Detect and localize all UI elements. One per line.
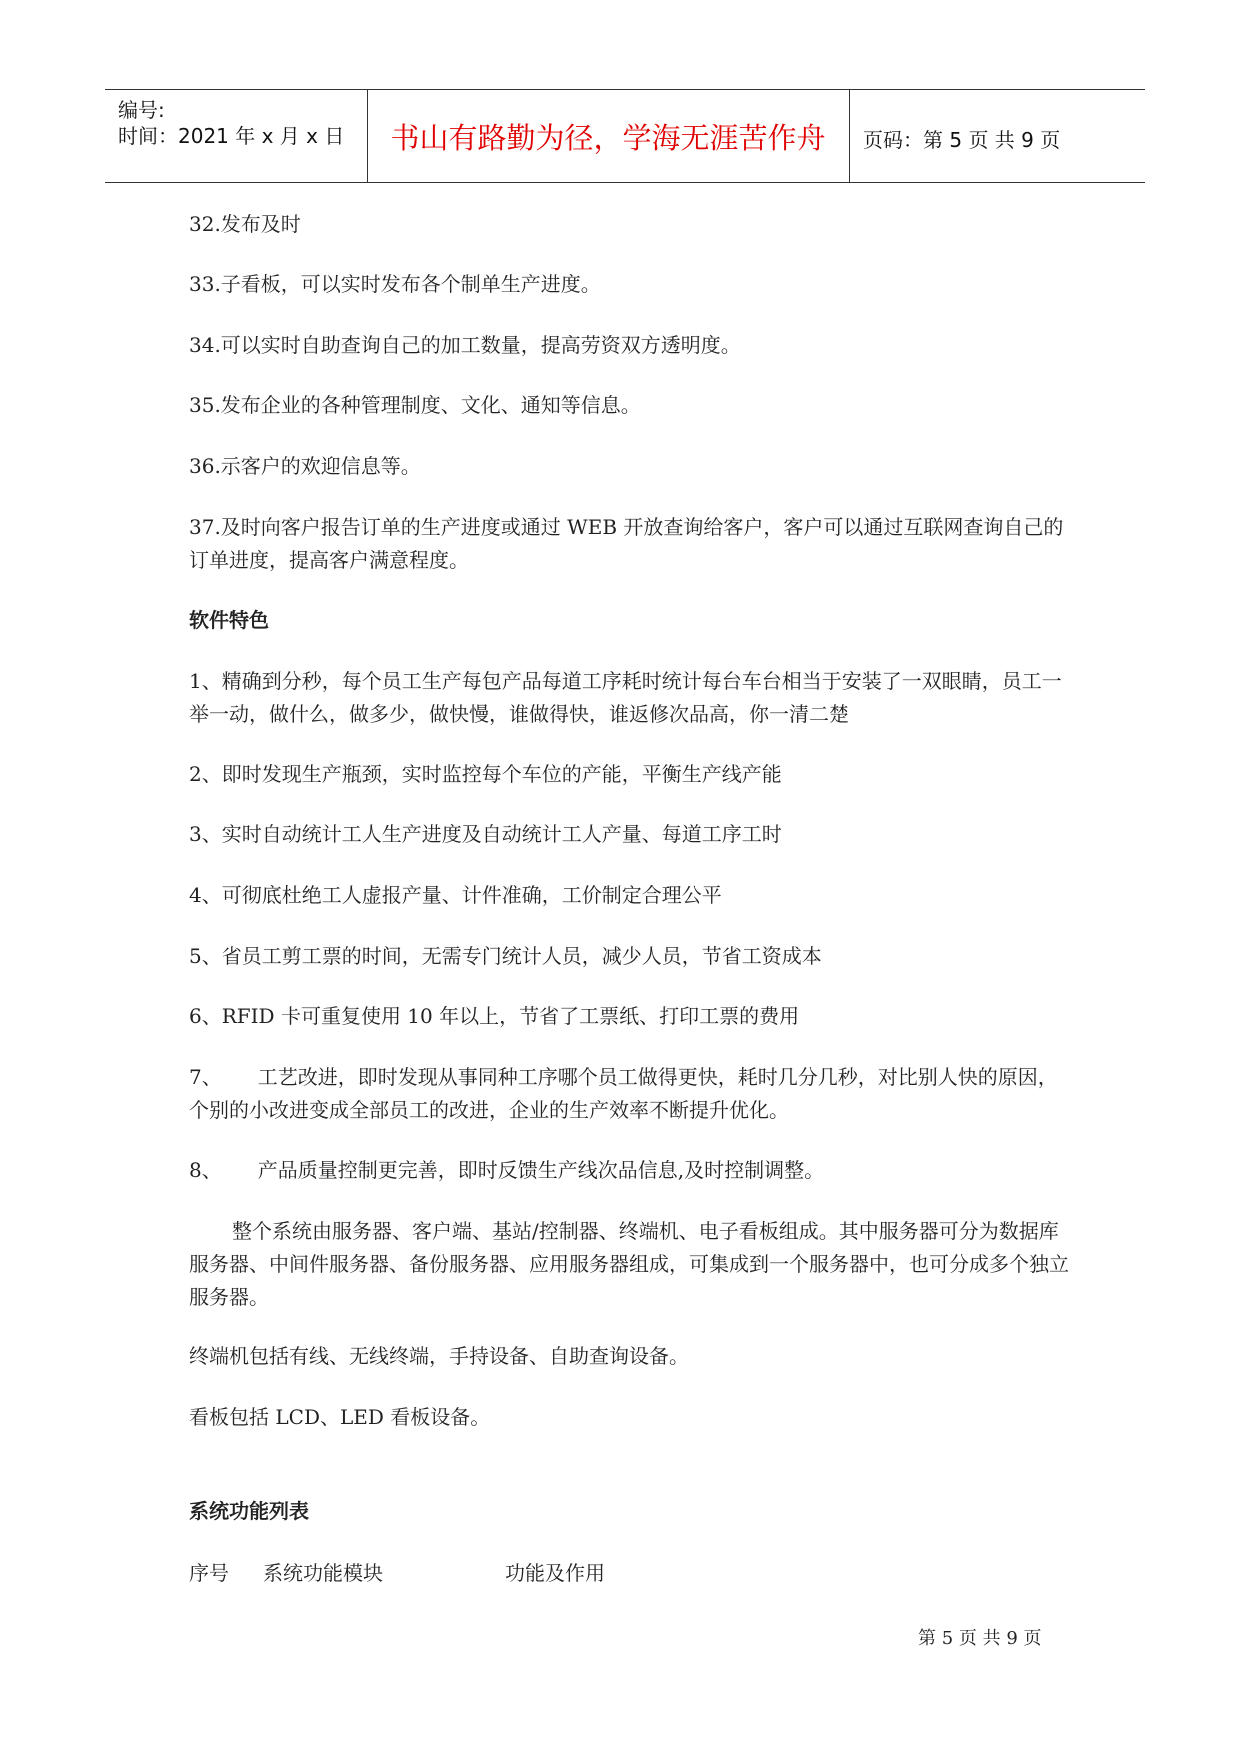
page-header xyxy=(105,89,1145,183)
document-date-label: 时间：2021 年 x 月 x 日 xyxy=(118,124,345,148)
header-motto-cell xyxy=(367,90,850,182)
document-number-label: 编号: xyxy=(118,98,165,122)
column-header-number: 序号 xyxy=(189,1561,229,1585)
feature-text: 工艺改进，即时发现从事同种工序哪个员工做得更快，耗时几分几秒，对比别人快的原因，个别的小改进变成全部员工的改进，企业的生产效率不断提升优化。 xyxy=(189,1065,1058,1122)
feature-text: 产品质量控制更完善，即时反馈生产线次品信息,及时控制调整。 xyxy=(257,1158,825,1182)
list-item: 34.可以实时自助查询自己的加工数量，提高劳资双方透明度。 xyxy=(189,333,741,357)
system-paragraph: 整个系统由服务器、客户端、基站/控制器、终端机、电子看板组成。其中服务器可分为数据库服务器、中间件服务器、备份服务器、应用服务器组成，可集成到一个服务器中，也可分成多个独立服务器。 xyxy=(189,1219,1069,1309)
feature-number: 8、 xyxy=(189,1158,222,1182)
header-page-cell xyxy=(849,90,1145,182)
feature-item: 3、实时自动统计工人生产进度及自动统计工人产量、每道工序工时 xyxy=(189,822,782,846)
terminal-paragraph: 终端机包括有线、无线终端，手持设备、自助查询设备。 xyxy=(189,1344,689,1368)
header-info-cell xyxy=(105,90,368,182)
column-header-function: 功能及作用 xyxy=(505,1561,605,1585)
feature-number: 7、 xyxy=(189,1065,222,1089)
feature-item xyxy=(189,1154,1069,1187)
page-footer: 第 5 页 共 9 页 xyxy=(918,1628,1042,1649)
header-page-number: 页码：第 5 页 共 9 页 xyxy=(863,128,1061,152)
feature-item: 6、RFID 卡可重复使用 10 年以上，节省了工票纸、打印工票的费用 xyxy=(189,1004,800,1028)
list-item: 36.示客户的欢迎信息等。 xyxy=(189,454,421,478)
section-heading-function-list: 系统功能列表 xyxy=(189,1499,309,1523)
feature-item: 5、省员工剪工票的时间，无需专门统计人员，减少人员，节省工资成本 xyxy=(189,944,822,968)
feature-item xyxy=(189,1061,1069,1127)
column-header-module: 系统功能模块 xyxy=(263,1561,383,1585)
list-item: 35.发布企业的各种管理制度、文化、通知等信息。 xyxy=(189,393,641,417)
list-item: 37.及时向客户报告订单的生产进度或通过 WEB 开放查询给客户，客户可以通过互联网查询自己的订单进度，提高客户满意程度。 xyxy=(189,515,1064,572)
feature-item: 1、精确到分秒，每个员工生产每包产品每道工序耗时统计每台车台相当于安装了一双眼睛，员工一举一动，做什么，做多少，做快慢，谁做得快，谁返修次品高，你一清二楚 xyxy=(189,669,1062,726)
board-paragraph: 看板包括 LCD、LED 看板设备。 xyxy=(189,1405,491,1429)
list-item: 32.发布及时 xyxy=(189,212,301,236)
list-item: 33.子看板，可以实时发布各个制单生产进度。 xyxy=(189,272,601,296)
section-heading-features: 软件特色 xyxy=(189,608,269,632)
feature-item: 4、可彻底杜绝工人虚报产量、计件准确，工价制定合理公平 xyxy=(189,883,722,907)
feature-item: 2、即时发现生产瓶颈，实时监控每个车位的产能，平衡生产线产能 xyxy=(189,762,782,786)
header-motto: 书山有路勤为径，学海无涯苦作舟 xyxy=(390,121,826,155)
